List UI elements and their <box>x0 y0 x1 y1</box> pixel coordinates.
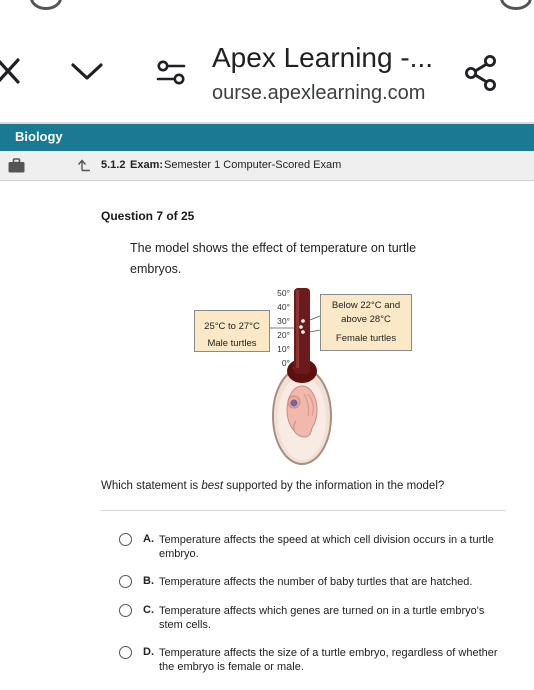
back-up-icon[interactable] <box>77 159 92 172</box>
radio-button[interactable] <box>119 575 132 588</box>
divider <box>101 510 506 511</box>
option-text: Temperature affects the speed at which cell division occurs in a turtle embryo. <box>159 534 494 560</box>
exam-name: Semester 1 Computer-Scored Exam <box>164 159 342 171</box>
page-settings-icon[interactable] <box>156 60 186 86</box>
chevron-down-icon[interactable] <box>70 58 104 84</box>
female-label: Female turtles <box>335 333 397 344</box>
radio-button[interactable] <box>119 646 132 659</box>
exam-header <box>0 151 534 181</box>
question-prompt <box>101 480 444 492</box>
temp-tick-label: 10° <box>277 344 290 354</box>
option-text: Temperature affects the size of a turtle embryo, regardless of whether the embryo is female or male. <box>159 647 498 673</box>
female-temperature-box <box>320 294 412 351</box>
exam-number: 5.1.2 <box>101 159 126 171</box>
temp-tick-label: 50° <box>277 288 290 298</box>
option-text: Temperature affects the number of baby turtles that are hatched. <box>159 576 473 588</box>
briefcase-icon[interactable] <box>8 158 25 173</box>
male-temp-range: 25°C to 27°C <box>204 321 260 332</box>
turtle-temperature-model <box>190 286 420 468</box>
option-letter: D. <box>143 646 154 658</box>
option-letter: B. <box>143 575 154 587</box>
close-icon[interactable] <box>0 56 22 86</box>
prompt-emphasis: best <box>201 480 224 492</box>
temp-tick-label: 20° <box>277 330 290 340</box>
female-temp-range-line2: above 28°C <box>341 313 391 325</box>
option-letter: C. <box>143 604 154 616</box>
prompt-text: Which statement is <box>101 480 202 492</box>
course-name[interactable]: Biology <box>15 129 63 144</box>
radio-button[interactable] <box>119 533 132 546</box>
temp-tick-label: 0° <box>281 358 290 368</box>
page-url[interactable]: ourse.apexlearning.com <box>212 82 426 104</box>
top-edge-arc <box>30 0 62 10</box>
page-title: Apex Learning -... <box>212 42 434 73</box>
female-temp-range-line1: Below 22°C and <box>331 300 401 311</box>
question-counter: Question 7 of 25 <box>101 209 195 223</box>
temp-tick-label: 30° <box>277 316 290 326</box>
male-label: Male turtles <box>207 338 257 349</box>
temp-tick-label: 40° <box>277 302 290 312</box>
male-temperature-box <box>194 310 270 352</box>
option-letter: A. <box>143 533 154 545</box>
prompt-text: supported by the information in the model? <box>223 480 445 492</box>
option-text: Temperature affects which genes are turned on in a turtle embryo's stem cells. <box>159 605 485 631</box>
exam-label: Exam: <box>130 159 164 171</box>
top-edge-arc <box>500 0 532 10</box>
share-icon[interactable] <box>464 54 498 92</box>
browser-toolbar <box>0 0 534 124</box>
course-header <box>0 124 534 151</box>
radio-button[interactable] <box>119 604 132 617</box>
question-text: The model shows the effect of temperature on turtle embryos. <box>130 241 417 276</box>
